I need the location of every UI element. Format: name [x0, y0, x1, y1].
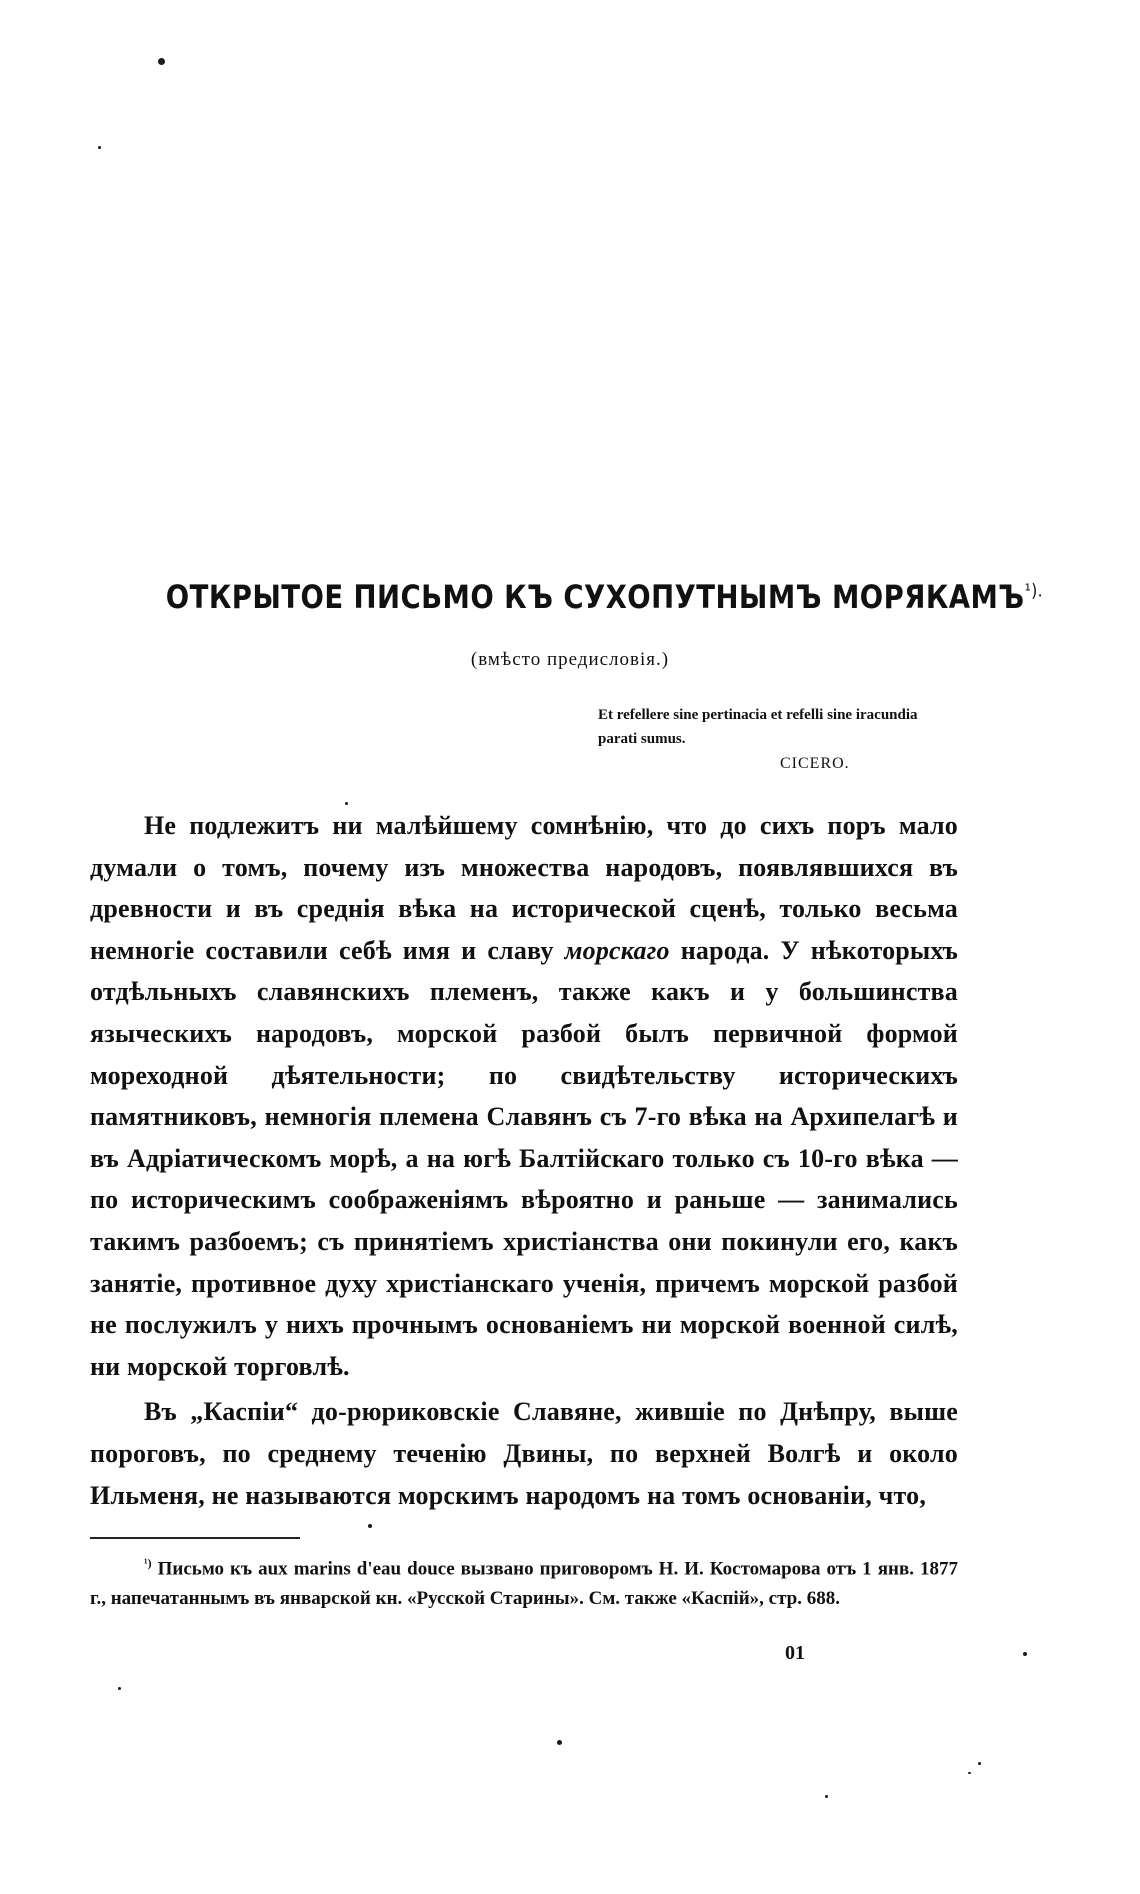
scan-speck: [825, 1795, 828, 1798]
body-text: [90, 805, 958, 1516]
emphasized-word: морскаго: [564, 935, 670, 965]
scan-speck: [158, 58, 165, 65]
scan-speck: [968, 1772, 971, 1774]
paragraph-text: Не подлежитъ ни малѣйшему сомнѣнію, что до сихъ поръ мало думали о томъ, почему изъ множества народовъ, появлявшихся въ древности и въ среднія вѣка на исторической сценѣ, только весьма немногіе составили себѣ имя и славу: [90, 811, 958, 965]
footnote-text: Письмо къ aux marins d'eau douce вызвано приговоромъ Н. И. Костомарова отъ 1 янв. 1877 г., напечатаннымъ въ январской кн. «Русской Старины». См. также «Каспій», стр. 688.: [90, 1558, 958, 1610]
scan-speck: [557, 1740, 562, 1745]
page-number: 01: [785, 1642, 805, 1664]
scan-speck: [98, 146, 101, 149]
scan-speck: [368, 1524, 372, 1528]
scan-speck: [1023, 1652, 1027, 1656]
chapter-title-text: ОТКРЫТОЕ ПИСЬМО КЪ СУХОПУТНЫМЪ МОРЯКАМЪ: [165, 578, 1025, 616]
epigraph-author: CICERO.: [780, 755, 850, 772]
title-footnote-mark: ¹).: [1024, 580, 1044, 602]
scan-speck: [978, 1762, 981, 1765]
epigraph-text: Et refellere sine pertinacia et refelli sine iracundia parati sumus.: [598, 707, 918, 747]
paragraph: Въ „Каспіи“ до-рюриковскіе Славяне, жившіе по Днѣпру, выше пороговъ, по среднему теченію Двины, по верхней Волгѣ и около Ильменя, не называются морскимъ народомъ на томъ основаніи, что,: [90, 1397, 958, 1510]
scan-speck: [118, 1687, 121, 1690]
chapter-subtitle: (вмѣсто предисловія.): [470, 649, 670, 670]
chapter-title: [165, 578, 1044, 616]
paragraph: [90, 805, 958, 1387]
paragraph-text: народа. У нѣкоторыхъ отдѣльныхъ славянскихъ племенъ, также какъ и у большинства языческихъ народовъ, морской разбой былъ первичной формой мореходной дѣятельности; по свидѣтельству историческихъ памятниковъ, немногія племена Славянъ съ 7-го вѣка на Архипелагѣ и въ Адріатическомъ морѣ, а на югѣ Балтійскаго только съ 10-го вѣка — по историческимъ соображеніямъ вѣроятно и раньше — занимались такимъ разбоемъ; съ принятіемъ христіанства они покинули его, какъ занятіе, противное духу христіанскаго ученія, причемъ морской разбой не послужилъ у нихъ прочнымъ основаніемъ ни морской военной силѣ, ни морской торговлѣ.: [90, 935, 959, 1381]
footnote-mark: ¹): [144, 1556, 152, 1570]
footnote-divider: [90, 1537, 300, 1539]
footnote: [90, 1548, 958, 1614]
